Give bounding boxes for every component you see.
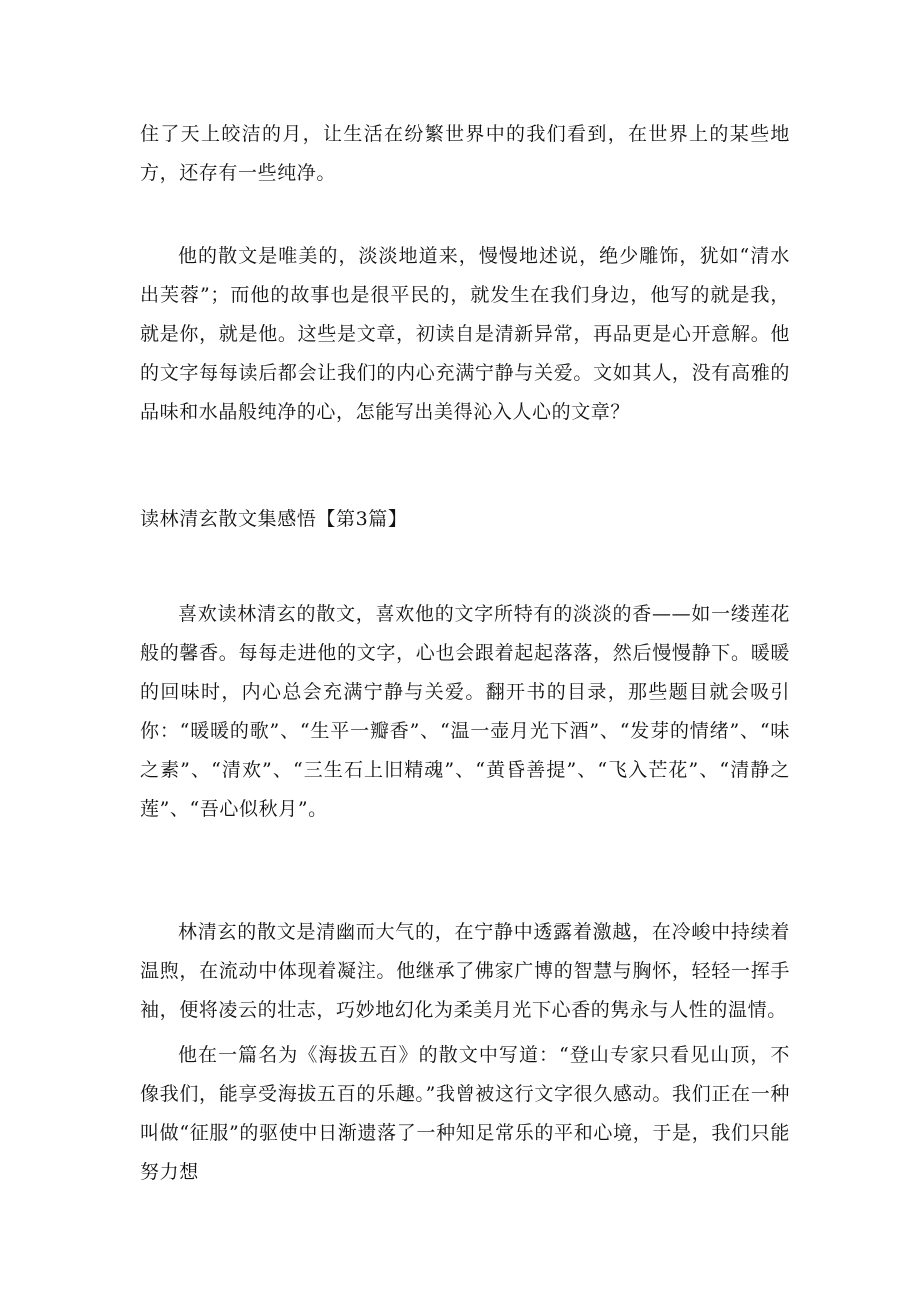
paragraph-prose-style: 他的散文是唯美的，淡淡地道来，慢慢地述说，绝少雕饰，犹如“清水出芙蓉”；而他的故事也是很平民的，就发生在我们身边，他写的就是我，就是你，就是他。这些是文章，初读自是清新异常，再品更是心开意解。他的文字每每读后都会让我们的内心充满宁静与关爱。文如其人，没有高雅的品味和水晶般纯净的心，怎能写出美得沁入人心的文章？ bbox=[140, 245, 790, 423]
paragraph-style-analysis: 林清玄的散文是清幽而大气的，在宁静中透露着激越，在冷峻中持续着温煦，在流动中体现着凝注。他继承了佛家广博的智慧与胸怀，轻轻一挥手袖，便将凌云的壮志，巧妙地幻化为柔美月光下心香的隽永与人性的温情。 bbox=[140, 921, 790, 1021]
paragraph-continued: 住了天上皎洁的月，让生活在纷繁世界中的我们看到，在世界上的某些地方，还存有一些纯净。 bbox=[140, 123, 790, 184]
paragraph-altitude-quote: 他在一篇名为《海拔五百》的散文中写道：“登山专家只看见山顶，不像我们，能享受海拔五百的乐趣。”我曾被这行文字很久感动。我们正在一种叫做“征服”的驱使中日渐遗落了一种知足常乐的平和心境，于是，我们只能努力想 bbox=[140, 1044, 790, 1183]
section-heading: 读林清玄散文集感悟【第3篇】 bbox=[140, 508, 408, 530]
paragraph-reading-intro: 喜欢读林清玄的散文，喜欢他的文字所特有的淡淡的香——如一缕莲花般的馨香。每每走进他的文字，心也会跟着起起落落，然后慢慢静下。暖暖的回味时，内心总会充满宁静与关爱。翻开书的目录，那些题目就会吸引你：“暖暖的歌”、“生平一瓣香”、“温一壶月光下酒”、“发芽的情绪”、“味之素”、“清欢”、“三生石上旧精魂”、“黄昏善提”、“飞入芒花”、“清静之莲”、“吾心似秋月”。 bbox=[140, 603, 790, 820]
